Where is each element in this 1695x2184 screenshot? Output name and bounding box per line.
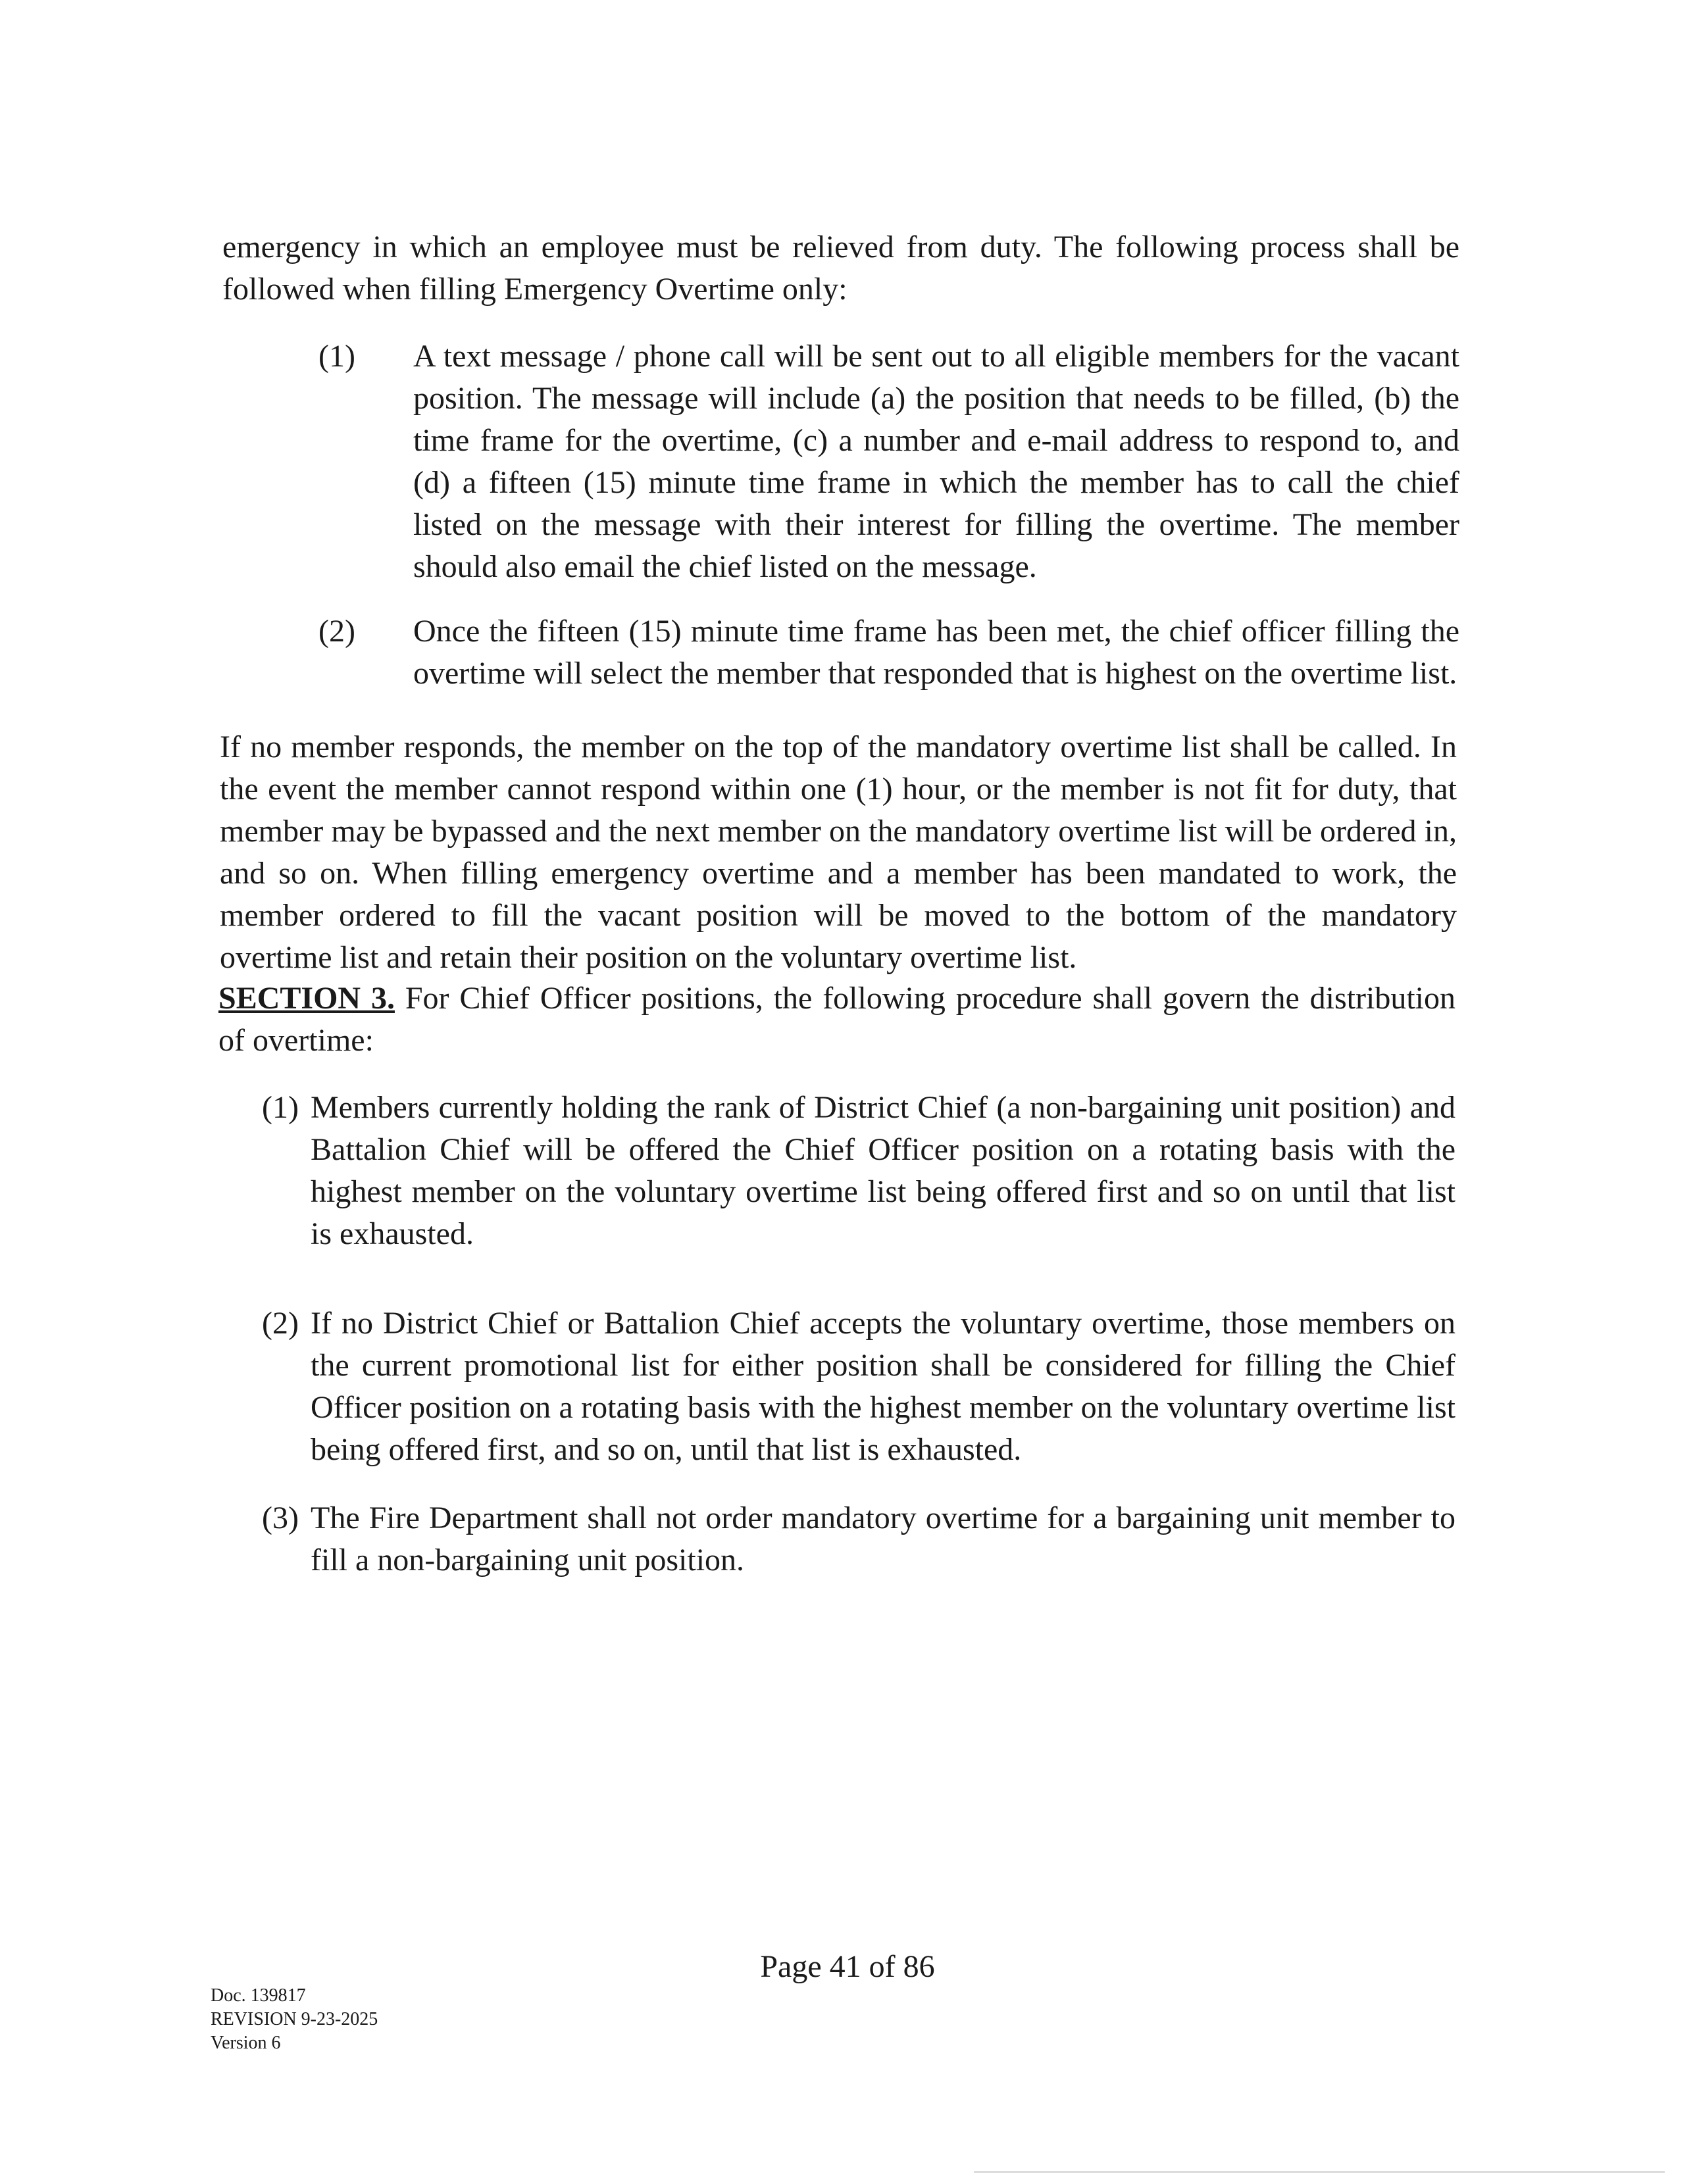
emergency-step-2-number: (2): [318, 614, 355, 649]
section-3-item-1-text: Members currently holding the rank of District Chief (a non-bargaining unit position) and Battalion Chief will be offered the Chief Officer position on a rotating basis with the highest member on the voluntary overtime list being offered first and so on until that list is exhausted.: [311, 1090, 1455, 1251]
scan-artifact-line: [974, 2171, 1665, 2173]
emergency-step-1-text: A text message / phone call will be sent out to all eligible members for the vacant position. The message will include (a) the position that needs to be filled, (b) the time frame for the overtime, (c) a number and e-mail address to respond to, and (d) a fifteen (15) minute time frame in which the member has to call the chief listed on the message with their interest for filling the overtime. The member should also email the chief listed on the message.: [413, 339, 1459, 584]
document-footer: [211, 1984, 378, 2055]
section-3-item-2-text: If no District Chief or Battalion Chief accepts the voluntary overtime, those members on the current promotional list for either position shall be considered for filling the Chief Officer position on a rotating basis with the highest member on the voluntary overtime list being offered first, and so on, until that list is exhausted.: [311, 1306, 1455, 1467]
section-3-intro: [218, 978, 1455, 1062]
no-response-paragraph: If no member responds, the member on the top of the mandatory overtime list shall be called. In the event the member cannot respond within one (1) hour, or the member is not fit for duty, that member may be bypassed and the next member on the mandatory overtime list will be ordered in, and so on. When filling emergency overtime and a member has been mandated to work, the member ordered to fill the vacant position will be moved to the bottom of the mandatory overtime list and retain their position on the voluntary overtime list.: [220, 730, 1457, 975]
section-3-item-3-text: The Fire Department shall not order mandatory overtime for a bargaining unit member to fill a non-bargaining unit position.: [311, 1501, 1455, 1577]
section-3-text: For Chief Officer positions, the following procedure shall govern the distribution of overtime:: [218, 981, 1455, 1058]
section-3-item-2-number: (2): [262, 1306, 299, 1341]
section-3-heading: SECTION 3.: [218, 981, 395, 1016]
section-3-item-1-number: (1): [262, 1090, 299, 1125]
page-number: Page 41 of 86: [760, 1949, 935, 1984]
section-3-item-3-number: (3): [262, 1501, 299, 1535]
emergency-step-1-number: (1): [318, 339, 355, 374]
intro-paragraph: emergency in which an employee must be relieved from duty. The following process shall be followed when filling Emergency Overtime only:: [222, 230, 1459, 307]
revision-date: REVISION 9-23-2025: [211, 2009, 378, 2029]
emergency-step-2-text: Once the fifteen (15) minute time frame has been met, the chief officer filling the overtime will select the member that responded that is highest on the overtime list.: [413, 614, 1459, 691]
version-label: Version 6: [211, 2033, 281, 2053]
doc-number: Doc. 139817: [211, 1985, 306, 2006]
